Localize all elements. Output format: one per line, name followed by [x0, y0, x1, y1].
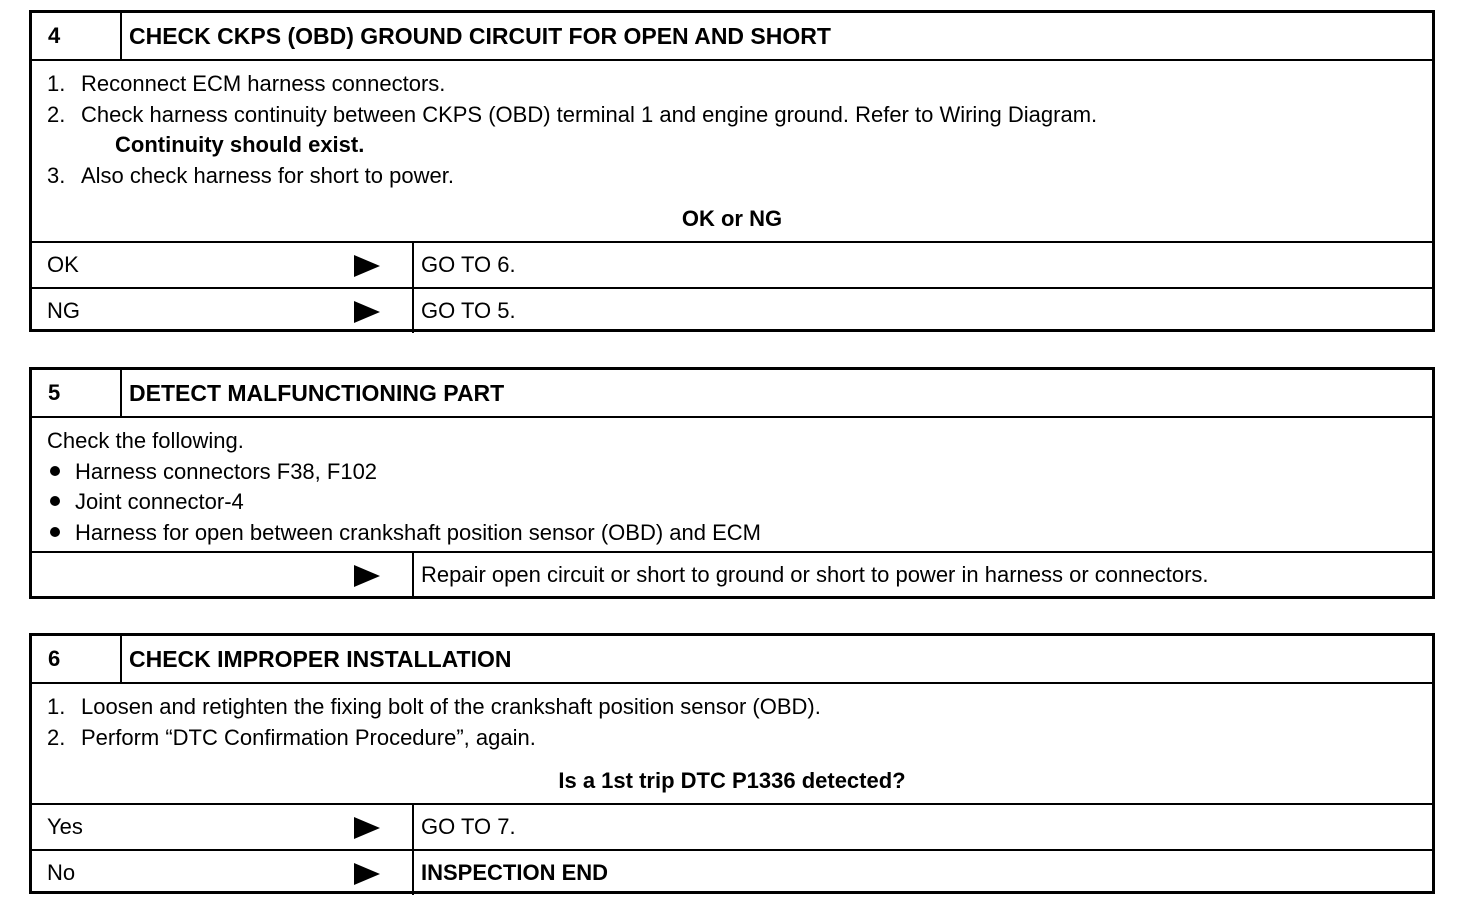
result-action: GO TO 6.	[421, 252, 516, 277]
list-item: Joint connector-4	[75, 489, 244, 514]
result-row	[32, 551, 1432, 597]
result-label: Yes	[32, 805, 414, 849]
decision-question: OK or NG	[681, 206, 783, 231]
instruction-item: 3. Also check harness for short to power.	[47, 162, 454, 188]
step-5-body	[32, 418, 1432, 551]
step-5-header	[32, 370, 1432, 418]
step-5-block	[29, 367, 1435, 599]
arrow-right-icon	[354, 817, 380, 839]
step-6-header	[32, 636, 1432, 684]
step-4-body	[32, 61, 1432, 191]
result-action: Repair open circuit or short to ground or short to power in harness or connectors.	[421, 562, 1209, 587]
instruction-item: 2. Check harness continuity between CKPS (OBD) terminal 1 and engine ground. Refer to Wiring Diagram.	[47, 101, 1098, 127]
step-title: CHECK CKPS (OBD) GROUND CIRCUIT FOR OPEN AND SHORT	[129, 23, 831, 49]
step-number: 4	[32, 13, 122, 59]
result-row-yes	[32, 803, 1432, 849]
step-number: 5	[32, 370, 122, 416]
arrow-right-icon	[354, 863, 380, 885]
result-label: NG	[32, 289, 414, 333]
result-label: OK	[32, 243, 414, 287]
instruction-item: 2. Perform “DTC Confirmation Procedure”, again.	[47, 724, 536, 750]
step-4-block	[29, 10, 1435, 332]
result-row-ng	[32, 287, 1432, 333]
result-action: INSPECTION END	[421, 860, 609, 885]
arrow-right-icon	[354, 565, 380, 587]
check-intro: Check the following.	[47, 428, 244, 453]
decision-question: Is a 1st trip DTC P1336 detected?	[558, 768, 906, 793]
result-label: No	[32, 851, 414, 895]
step-title: DETECT MALFUNCTIONING PART	[129, 380, 505, 406]
step-title: CHECK IMPROPER INSTALLATION	[129, 646, 512, 672]
result-label	[32, 553, 414, 597]
result-action: GO TO 5.	[421, 298, 516, 323]
instruction-item: 1. Loosen and retighten the fixing bolt of the crankshaft position sensor (OBD).	[47, 694, 821, 719]
list-item: Harness for open between crankshaft position sensor (OBD) and ECM	[75, 519, 761, 545]
arrow-right-icon	[354, 255, 380, 277]
instruction-item: 1. Reconnect ECM harness connectors.	[47, 71, 446, 96]
result-row-no	[32, 849, 1432, 895]
step-6-body	[32, 684, 1432, 753]
continuity-note: Continuity should exist.	[115, 132, 365, 157]
step-number: 6	[32, 636, 122, 682]
list-item: Harness connectors F38, F102	[75, 458, 378, 484]
result-action: GO TO 7.	[421, 814, 516, 839]
arrow-right-icon	[354, 301, 380, 323]
step-4-header	[32, 13, 1432, 61]
result-row-ok	[32, 241, 1432, 287]
step-6-block	[29, 633, 1435, 894]
